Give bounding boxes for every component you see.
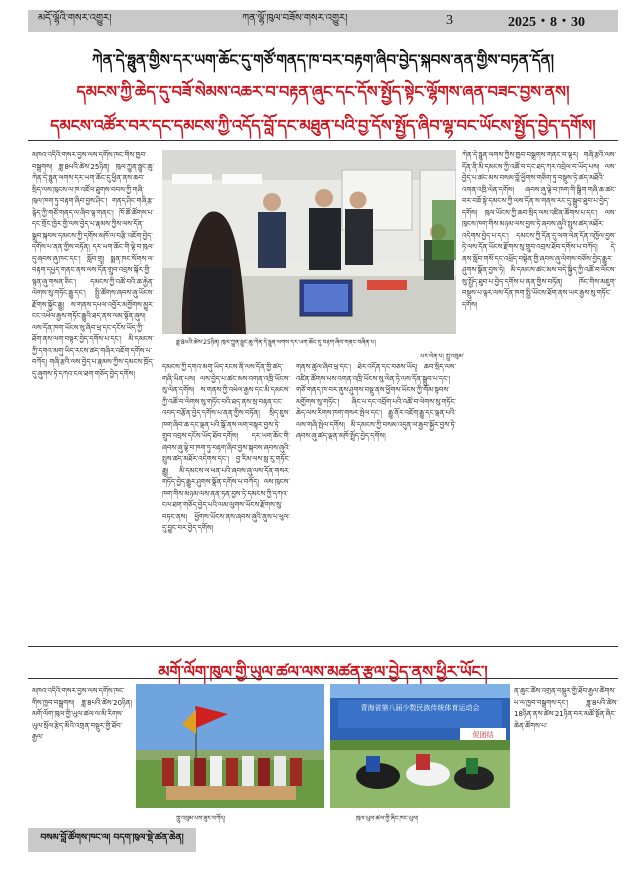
- second-photo-1: [136, 684, 324, 808]
- lead-photo-credit: པར་ལེན་པ། ཀླུ་འབུམ་: [420, 353, 464, 360]
- banner-sub-text: 促团结: [472, 731, 494, 739]
- second-column-1: མཁའ་འདིའི་གསར་བྱས་ལས་དགོས་ཁང་གིས་ཁྱབ་བསྒྲགས། ཟླ་8པའི་ཚེས་20ཉིན། མགོ་ལོག་ཁུལ་གྱི་ཡུལ་ཚལ་ལ་མི་རིགས་ཡུལ་སྲོལ་རྩེད་མོའི་འགྲན་བསྡུར་གྱི་ཐོབ་རྒྱལ་: [32, 687, 132, 741]
- lead-photo-caption: ཟླ་8པའི་ཚེས་25ཉིན། ཁུལ་ཀྱུན་ཧྥུང་ཆུ་ཀེན་དེ་ཧྥུན་ལགས་དར་ཡག་ཆོང་དུ་བརྟག་ཞིབ་གནང་བཞིན་པ།: [176, 339, 376, 346]
- athletes-group-image: [136, 684, 324, 808]
- masthead-bar: [28, 10, 618, 32]
- lead-column-4: ཀེན་དེ་ཧྥུན་ལགས་ཀྱིས་ཁྱབ་བསྒྲགས་གནང་བ་ལྟར། གཞི་རྩའི་ལས་དོན་ནི་མི་དམངས་ཀྱི་འཚོ་བ་དང་ཐད་ཀར་འབྲེལ་བ་ཡོད་པས། ལས་བྱེད་པ་ཚང་མས་བསམ་བློ་ཕྱོགས་གཅིག་ཏུ་བསྡུས་ཏེ་ཚད་མཐོའི་འགན་འཁྲི་ལེན་དགོས། ཞབས་ཞུ་ལྟེ་བ་ཁག་གི་སྒྲིག་གཞི་ཆ་ཚང་བར་བཟོ་སྟེ་དམངས་ཀྱི་ལས་དོན་ས་གནས་རང་དུ་སྒྲུབ་ཐུབ་པ་བྱེད་དགོས། ཁུལ་ཡོངས་ཀྱི་ཆབ་སྲིད་ལས་འཛིན་ཚོགས་པ་དང་། ལས་ཁུངས་ཁག་གིས་མཉམ་ལས་བྱས་ཏེ་ཞབས་ཞུའི་སྤུས་ཚད་མཐོར་འདེགས་བྱེད་པ་དང་། དམངས་ཀྱི་དོན་དུ་ལག་ལེན་དོན་འཁྱོལ་བྱས་ཏེ་ལས་དོན་ཡོངས་རྫོགས་སུ་གྲུབ་འབྲས་ཐོབ་དགོས་པ་བཀོད། དེ་ནས་སློབ་གསོ་དང་འཕྲོད་བསྟེན་གྱི་ཞབས་ཞུ་ལེགས་བཅོས་བྱེད་རྒྱུར་ཤུགས་སྣོན་བྱས་ཏེ། མི་དམངས་ཚང་མས་བདེ་སྐྱིད་ཀྱི་འཚོ་བ་ལོངས་སུ་སྤྱོད་ཐུབ་པ་བྱེད་དགོས་པ་ནན་གྱིས་བཏོན། ཁོང་གིས་མཇུག་བསྡུས་པ་ལྟར་ལས་དོན་ཁག་སྤྱི་ཡོངས་ཐོག་ནས་ཡར་རྒྱས་སུ་གཏོང་དགོས།: [462, 151, 616, 309]
- paper-name: མདོ་ལྷོའི་གསར་འགྱུར།: [38, 13, 112, 24]
- second-photo-2: [330, 684, 510, 808]
- yak-race-image: [330, 684, 510, 808]
- second-photo-1-caption: ཀླུ་འབུམ་པས་ཟུར་བཀོད།: [176, 815, 226, 822]
- lead-column-3: གནས་ཚུལ་ཞིབ་ཕྲ་དང་། ཐེར་འདོན་དང་བཅས་ཡོད། ཆབ་སྲིད་ལས་འཛིན་ཚོགས་པས་འགན་འཁྲི་ཡོངས་སུ་ལེན་ཏེ་ལས་དོན་སྒྲུབ་པ་དང་། གཙོ་གནད་ཁ་བར་ནུས་ཤུགས་བསྡུ་ནས་ཕྱོགས་ཡོངས་ཀྱི་གོམ་སྟབས་མགྱོགས་སུ་གཏོང་། ཞིང་པ་དང་འབྲོག་པའི་འཚོ་བ་ལེགས་སུ་གཏོང་ཆེད་ལས་རིགས་ཁག་གསར་སྤེལ་དང་། རྒྱུ་ནོར་འཇོག་རྒྱུ་དང་ལྡན་པའི་ལས་གཞི་སྤེལ་དགོས། མི་དམངས་ཀྱི་བསམ་འདུན་ལ་རྒྱབ་སྐྱོར་བྱས་ཏེ་ཞབས་ཞུ་ཚད་ལྡན་མཁོ་སྤྲོད་བྱེད་དགོས།: [296, 363, 456, 440]
- lead-column-1: མཁའ་འདིའི་གསར་བྱས་ལས་དགོས་ཁང་གིས་ཁྱབ་བསྒྲགས། ཟླ་8པའི་ཚེས་25ཉིན། ཁུལ་ཀྱུན་ཧྥུང་ཆུ་ཀེན་དེ་ཧྥུན་ལགས་དར་ཡག་ཆོང་དུ་ཕྱིན་ནས་ཆབ་སྲིད་ལས་ཁུངས་ལ་ཁ་འཛོལ་ཐུགས་བབས་ཀྱི་གཞི་ཁུལ་ཁག་ཏུ་བརྟག་ཞིབ་བྱས་ཤིང་། གནད་ཤིང་གཞི་རྩ་རྙེད་ཀྱི་གཙོ་གནད་ལ་ཞིབ་ལྟ་གནང་། ཁོ་ཚོ་ཚོགས་པ་དང་གྲོང་ཁྱེར་གྱི་ལས་བྱེད་པ་རྣམས་ཀྱིས་ལས་དོན་སྒྲུབ་སྐབས་དམངས་ཀྱི་དགོས་མཁོ་ལ་བརྩི་འཇོག་བྱེད་དགོས་པ་ནན་གྱིས་བཏོན། དར་ཡག་ཆོང་གི་ལྟེ་བ་ཁུལ་དུ་ཞབས་ཞུ་ཁང་དང་། སློབ་གྲྭ། སྨན་ཁང་སོགས་ལ་བརྟག་དཔྱད་གནང་ནས་ལས་དོན་གྲུབ་འབྲས་སྐོར་གྱི་སྙན་ཞུ་གསན་ཅིང་། དམངས་ཀྱི་འཚོ་བའི་ཆ་རྐྱེན་ལེགས་སུ་གཏོང་རྒྱུ་དང་། སྤྱི་ཚོགས་ཞབས་ཞུ་ཡོངས་རྫོགས་སྐྱོང་རྒྱུ། ས་གནས་དཔལ་འབྱོར་མགྱོགས་མྱུར་ངང་འཕེལ་རྒྱས་གཏོང་རྒྱུའི་ཐད་ནས་ལམ་སྟོན་ཞུས། ལས་དོན་ཁག་ཡོངས་སུ་ཞིབ་ཕྲ་དང་དངོས་ཡོད་ཀྱི་ཐོག་ནས་ལག་བསྟར་བྱེད་དགོས་པ་དང་། མི་དམངས་ཀྱི་དགའ་མགུ་ཡིད་རངས་ཚད་གཞིར་འཇོག་དགོས་པ་བཀོད། གཞི་རྩའི་ལས་བྱེད་པ་རྣམས་ཀྱིས་དམངས་ཁྲོད་དུ་ཞུགས་ཏེ་དཀའ་ངལ་ཐག་གཅོད་བྱེད་དགོས།: [32, 151, 154, 378]
- office-visit-image: [162, 150, 456, 334]
- lead-column-2: དམངས་ཀྱི་དགའ་མགུ་ཡིད་རངས་ནི་ལས་དོན་གྱི་ཚད་གཞི་ཡིན་པས། ལས་བྱེད་པ་ཚང་མས་འགན་འཁྲི་ཡོངས་སུ་ལེན་དགོས། ས་གནས་ཀྱི་འཕེལ་རྒྱས་དང་མི་དམངས་ཀྱི་འཚོ་བ་ལེགས་སུ་གཏོང་བའི་ཐད་ནས་སྲ་བརྟན་ངང་འབད་བརྩོན་བྱེད་དགོས་པ་ནན་གྱིས་བཏོན། སྲིད་ཇུས་ཁག་ཞིབ་ཆ་དང་ལྡན་པའི་སྒོ་ནས་ལག་བསྟར་བྱས་ཏེ་གྲུབ་འབྲས་དངོས་ཡོད་ཐོབ་དགོས། དར་ཡག་ཆོང་གི་ཞབས་ཞུ་ལྟེ་བ་ཁག་ཏུ་བརྟག་ཞིབ་བྱས་སྐབས་ཞབས་ཞུའི་སྤུས་ཚད་མཐོར་འདེགས་དང་། བྱ་རིམ་ལས་སླ་རུ་གཏོང་རྒྱུ། མི་དམངས་ལ་ཕན་པའི་ཞབས་ཞུ་ལས་དོན་གསར་གཏོད་བྱེད་རྒྱུར་ཤུགས་སྣོན་དགོས་པ་བཀོད། ལས་ཁུངས་ཁག་གིས་མཉམ་ལས་ནན་ཏན་བྱས་ཏེ་དམངས་ཀྱི་དཀའ་ངལ་ཐག་གཅོད་བྱེད་པའི་ལམ་ལུགས་ཡོངས་རྫོགས་སུ་བཏང་ནས། ཕྱོགས་ཡོངས་ནས་ཞབས་ཞུའི་ནུས་པ་ཕུལ་དུ་བྱུང་བར་བྱེད་དགོས།: [162, 363, 290, 532]
- lead-photo: [162, 150, 456, 334]
- paper-subtitle: ཀན་ལྷོ་ཁུལ་བཟོས་གསར་འགྱུར།: [242, 13, 348, 24]
- second-headline: མགོ་ལོག་ཁུལ་གྱི་ཡུལ་ཚལ་ལས་མཚན་རྩལ་བྱེད་ནས་ཕྱིར་ཡོང་།: [158, 662, 488, 681]
- banner-text: 青海省第八届少数民族传统体育运动会: [360, 704, 480, 712]
- page-number: 3: [446, 13, 453, 28]
- headline-rule: [28, 140, 618, 141]
- second-headline-rule: [28, 678, 618, 679]
- footer-box: བསམ་བློ་ཚོགས་ཁང་ལ། བདག་ཁུལ་སྡེ་ཚན་ཆེན།: [28, 828, 196, 852]
- lead-headline-3: དམངས་འཚོར་བར་དང་དམངས་ཀྱི་འདོད་བློ་དང་མཐུན་པའི་བྱ་དོས་སྤྱོད་ཞིབ་ལྷ་བང་ཡོངས་སྤྱོད་བྱེད་དགོས།: [50, 116, 596, 135]
- issue-date: 2025・8・30: [508, 15, 585, 30]
- lead-headline-1: ཀེན་དེ་ཧྥུན་གྱིས་དར་ཡག་ཆོང་དུ་གཙོ་གནད་ཁ་བར་བརྟག་ཞིབ་བྱེད་སྐབས་ནན་གྱིས་བཏན་དོན།: [92, 51, 554, 69]
- second-photo-2-caption: ཁུལ་ཡུལ་ཚལ་གྱི་ཞིང་ཁང་ཡུལ།: [356, 815, 419, 822]
- second-column-3: ན་ཆུང་ཚོས་འགྲན་བསྡུར་གྱི་ཐོབ་རྒྱལ་ཚོགས་པ་ལ་ཁྱབ་བསྒྲགས་དང་། ཟླ་8པའི་ཚེས་18ཉིན་ནས་ཚེས་21ཉིན་བར་མཚོ་སྔོན་ཞིང་ཆེན་ཚོགས་པ་: [514, 687, 618, 730]
- section-rule: [28, 646, 618, 647]
- lead-headline-2: དམངས་ཀྱི་ཆེད་དུ་བཟོ་སེམས་འཆར་བ་བརྟན་ཞུང་དང་དོས་སྤྱོད་སྟེང་ལྷོགས་ཞན་བཟང་བྱས་ནས།: [76, 82, 570, 101]
